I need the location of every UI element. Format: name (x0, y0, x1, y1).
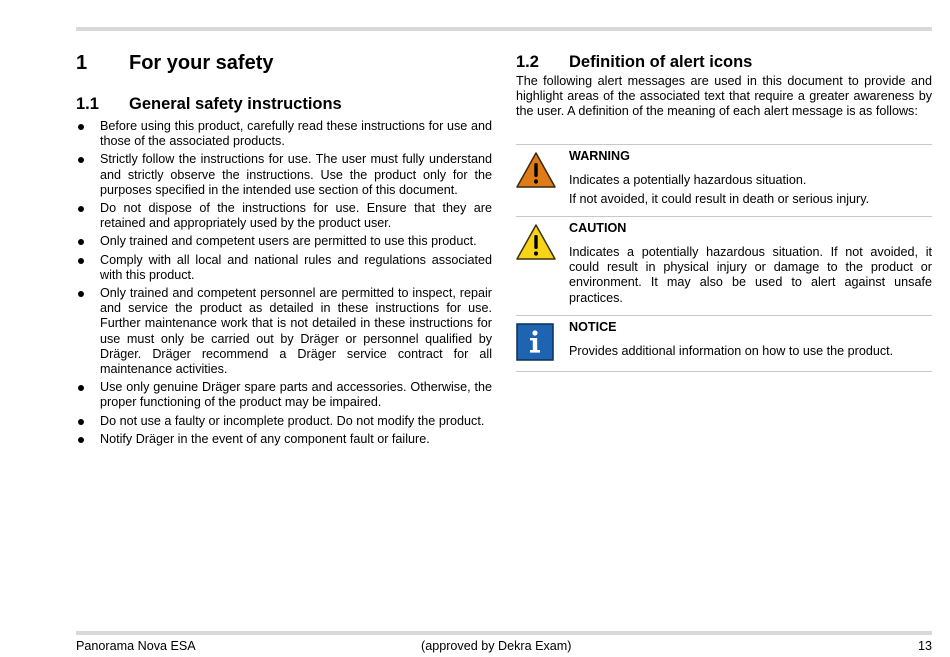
bullet-icon (78, 157, 84, 163)
alert-intro-text: The following alert messages are used in this document to provide and highlight areas of the associated text that require a greater awareness by the user. A definition of the meaning of each alert message is as follows: (516, 74, 932, 119)
section-title: For your safety (129, 52, 274, 74)
footer-product-name: Panorama Nova ESA (76, 639, 196, 653)
bullet-icon (78, 206, 84, 212)
subsection-heading-1-2 (516, 52, 932, 72)
alert-description: If not avoided, it could result in death or serious injury. (569, 191, 870, 206)
list-item (76, 380, 492, 410)
warning-icon-cell (516, 149, 569, 211)
list-item-text: Do not dispose of the instructions for use. Ensure that they are retained and appropriately used by the product user. (100, 201, 492, 231)
list-item (76, 286, 492, 377)
list-item-text: Use only genuine Dräger spare parts and accessories. Otherwise, the proper functioning of the product may be impaired. (100, 380, 492, 410)
notice-icon-cell (516, 320, 569, 366)
caution-triangle-icon (516, 224, 556, 260)
footer-approval-note: (approved by Dekra Exam) (421, 639, 572, 653)
alert-title: NOTICE (569, 319, 617, 334)
footer-rule (76, 631, 932, 635)
alert-description: Indicates a potentially hazardous situation. If not avoided, it could result in physical injury or damage to the product or environment. It may also be used to alert against unsafe practices. (569, 245, 932, 305)
left-column (76, 50, 492, 450)
alert-notice (516, 316, 932, 372)
page-footer (76, 639, 932, 657)
list-item-text: Before using this product, carefully read these instructions for use and those of the associated products. (100, 119, 492, 149)
alert-caution (516, 217, 932, 316)
list-item (76, 432, 492, 447)
bullet-icon (78, 419, 84, 425)
subsection-number: 1.2 (516, 53, 539, 71)
header-rule (76, 27, 932, 31)
section-heading (76, 50, 492, 76)
caution-icon-cell (516, 221, 569, 310)
list-item (76, 119, 492, 149)
info-icon (516, 323, 554, 361)
safety-instructions-list (76, 119, 492, 447)
bullet-icon (78, 124, 84, 130)
list-item (76, 253, 492, 283)
warning-triangle-icon (516, 152, 556, 188)
bullet-icon (78, 239, 84, 245)
list-item-text: Do not use a faulty or incomplete product. Do not modify the product. (100, 413, 485, 428)
right-column (516, 52, 932, 372)
alert-title: CAUTION (569, 221, 627, 236)
alert-definitions (516, 144, 932, 372)
list-item (76, 234, 492, 249)
bullet-icon (78, 385, 84, 391)
bullet-icon (78, 437, 84, 443)
alert-description: Indicates a potentially hazardous situation. (569, 172, 807, 187)
alert-title: WARNING (569, 148, 630, 163)
list-item (76, 152, 492, 198)
subsection-heading-1-1 (76, 94, 492, 114)
page-number: 13 (917, 639, 932, 653)
subsection-number: 1.1 (76, 95, 99, 113)
list-item-text: Only trained and competent users are permitted to use this product. (100, 234, 477, 249)
subsection-title: General safety instructions (129, 95, 342, 113)
list-item (76, 201, 492, 231)
bullet-icon (78, 258, 84, 264)
list-item-text: Strictly follow the instructions for use. The user must fully understand and strictly observe the instructions. Use the product only for the purposes specified in the intended use section of this document. (100, 152, 492, 197)
list-item-text: Only trained and competent personnel are permitted to inspect, repair and service the product as detailed in these instructions for use. Further maintenance work that is not detailed in these instructions for use must only be carried out by Dräger or personnel qualified by Dräger. Dräger recommend a Dräger service contract for all maintenance activities. (100, 286, 492, 377)
list-item (76, 414, 492, 429)
subsection-title: Definition of alert icons (569, 53, 753, 71)
list-item-text: Notify Dräger in the event of any component fault or failure. (100, 431, 430, 446)
list-item-text: Comply with all local and national rules and regulations associated with this product. (100, 252, 492, 282)
section-number: 1 (76, 52, 88, 74)
bullet-icon (78, 291, 84, 297)
alert-warning (516, 145, 932, 217)
alert-description: Provides additional information on how to use the product. (569, 343, 894, 358)
